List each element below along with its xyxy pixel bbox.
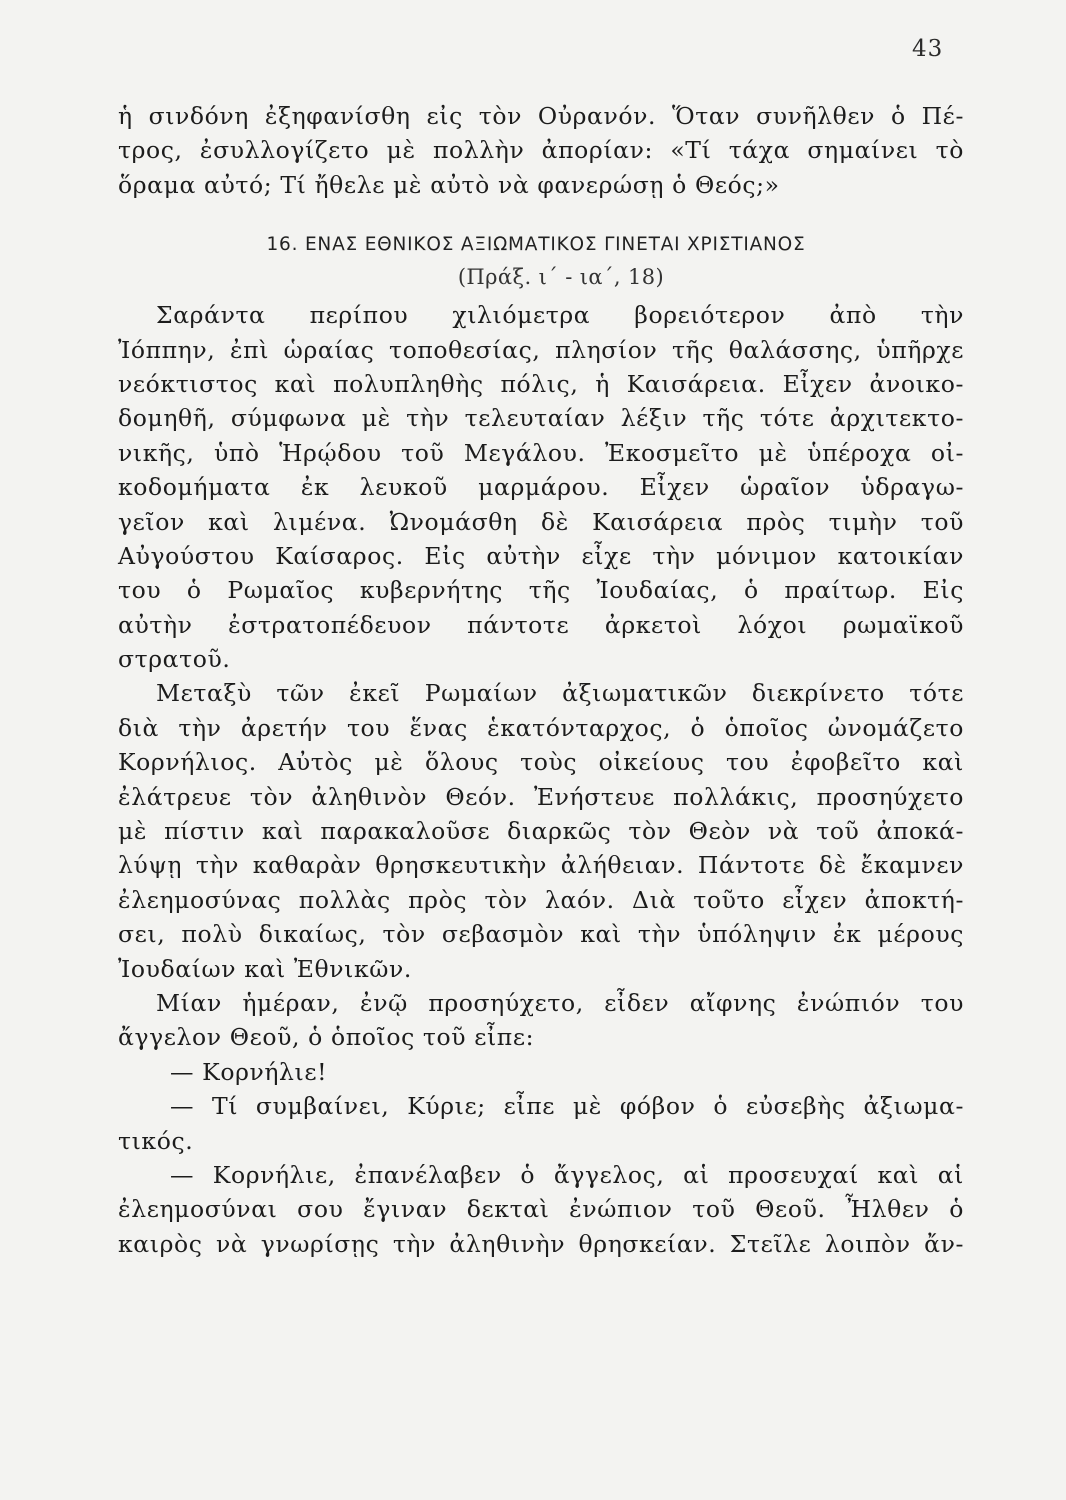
dialogue-3-line-3: καιρὸς νὰ γνωρίσῃς τὴν ἀληθινὴν θρησκείαν. Στεῖλε λοιπὸν ἄν- [118, 1229, 964, 1258]
spacer [118, 202, 964, 230]
paragraph-2-line-9: Ἰουδαίων καὶ Ἐθνικῶν. [118, 954, 412, 983]
dialogue-2-line-2: τικός. [118, 1126, 194, 1155]
paragraph-2-line-6: λύψῃ τὴν καθαρὰν θρησκευτικὴν ἀλήθειαν. Πάντοτε δὲ ἔκαμνεν [118, 851, 964, 880]
paragraph-1-line-2: Ἰόππην, ἐπὶ ὡραίας τοποθεσίας, πλησίον τῆς θαλάσσης, ὑπῆρχε [118, 335, 964, 364]
scripture-reference: (Πράξ. ι΄ - ια΄, 18) [457, 265, 665, 290]
paragraph-3-line-2: ἄγγελον Θεοῦ, ὁ ὁποῖος τοῦ εἶπε: [118, 1023, 535, 1052]
paragraph-1-line-7: γεῖον καὶ λιμένα. Ὠνομάσθη δὲ Καισάρεια πρὸς τιμὴν τοῦ [118, 507, 964, 536]
paragraph-2-line-5: μὲ πίστιν καὶ παρακαλοῦσε διαρκῶς τὸν Θεὸν νὰ τοῦ ἀποκά- [118, 817, 964, 846]
paragraph-1-line-10: αὐτὴν ἐστρατοπέδευον πάντοτε ἀρκετοὶ λόχοι ρωμαϊκοῦ [118, 610, 964, 639]
dialogue-2-line-1: — Τί συμβαίνει, Κύριε; εἶπε μὲ φόβον ὁ εὐσεβὴς ἀξιωμα- [170, 1092, 964, 1121]
paragraph-3-line-1: Μίαν ἡμέραν, ἐνῷ προσηύχετο, εἶδεν αἴφνης ἐνώπιόν του [156, 988, 964, 1017]
paragraph-1-line-11: στρατοῦ. [118, 645, 231, 674]
page-number: 43 [912, 36, 944, 62]
paragraph-1-line-5: νικῆς, ὑπὸ Ἡρῴδου τοῦ Μεγάλου. Ἐκοσμεῖτο μὲ ὑπέροχα οἰ- [118, 438, 964, 467]
dialogue-3-line-1: — Κορνήλιε, ἐπανέλαβεν ὁ ἄγγελος, αἱ προσευχαί καὶ αἱ [170, 1160, 964, 1189]
intro-line-3: ὅραμα αὐτό; Τί ἤθελε μὲ αὐτὸ νὰ φανερώσῃ ὁ Θεός;» [118, 170, 780, 199]
paragraph-2-line-7: ἐλεημοσύνας πολλὰς πρὸς τὸν λαόν. Διὰ τοῦτο εἶχεν ἀποκτή- [118, 885, 964, 914]
paragraph-1-line-1: Σαράντα περίπου χιλιόμετρα βορειότερον ἀπὸ τὴν [156, 301, 964, 330]
intro-line-2: τρος, ἐσυλλογίζετο μὲ πολλὴν ἀπορίαν: «Τί τάχα σημαίνει τὸ [118, 136, 964, 165]
paragraph-1-line-8: Αὐγούστου Καίσαρος. Εἰς αὐτὴν εἶχε τὴν μόνιμον κατοικίαν [118, 541, 964, 570]
paragraph-2-line-4: ἐλάτρευε τὸν ἀληθινὸν Θεόν. Ἐνήστευε πολλάκις, προσηύχετο [118, 782, 964, 811]
dialogue-3-line-2: ἐλεημοσύναι σου ἔγιναν δεκταὶ ἐνώπιον τοῦ Θεοῦ. Ἦλθεν ὁ [118, 1195, 964, 1224]
intro-line-1: ἡ σινδόνη ἐξηφανίσθη εἰς τὸν Οὐρανόν. Ὅταν συνῆλθεν ὁ Πέ- [118, 102, 964, 130]
paragraph-2-line-3: Κορνήλιος. Αὐτὸς μὲ ὅλους τοὺς οἰκείους του ἐφοβεῖτο καὶ [118, 748, 964, 777]
paragraph-2-line-1: Μεταξὺ τῶν ἐκεῖ Ρωμαίων ἀξιωματικῶν διεκρίνετο τότε [156, 679, 964, 708]
paragraph-1-line-4: δομηθῆ, σύμφωνα μὲ τὴν τελευταίαν λέξιν τῆς τότε ἀρχιτεκτο- [118, 404, 964, 433]
paragraph-1-line-6: κοδομήματα ἐκ λευκοῦ μαρμάρου. Εἶχεν ὡραῖον ὑδραγω- [118, 473, 964, 502]
paragraph-1-line-9: του ὁ Ρωμαῖος κυβερνήτης τῆς Ἰουδαίας, ὁ πραίτωρ. Εἰς [118, 576, 964, 605]
paragraph-1-line-3: νεόκτιστος καὶ πολυπληθὴς πόλις, ἡ Καισάρεια. Εἶχεν ἀνοικο- [118, 369, 964, 398]
page-body [118, 99, 964, 1261]
dialogue-line-1: — Κορνήλιε! [170, 1057, 328, 1086]
paragraph-2-line-2: διὰ τὴν ἀρετήν του ἕνας ἑκατόνταρχος, ὁ ὁποῖος ὠνομάζετο [118, 713, 964, 742]
section-heading: 16. ΕΝΑΣ ΕΘΝΙΚΟΣ ΑΞΙΩΜΑΤΙΚΟΣ ΓΙΝΕΤΑΙ ΧΡΙΣΤΙΑΝΟΣ [266, 234, 806, 256]
paragraph-2-line-8: σει, πολὺ δικαίως, τὸν σεβασμὸν καὶ τὴν ὑπόληψιν ἐκ μέρους [118, 920, 964, 949]
